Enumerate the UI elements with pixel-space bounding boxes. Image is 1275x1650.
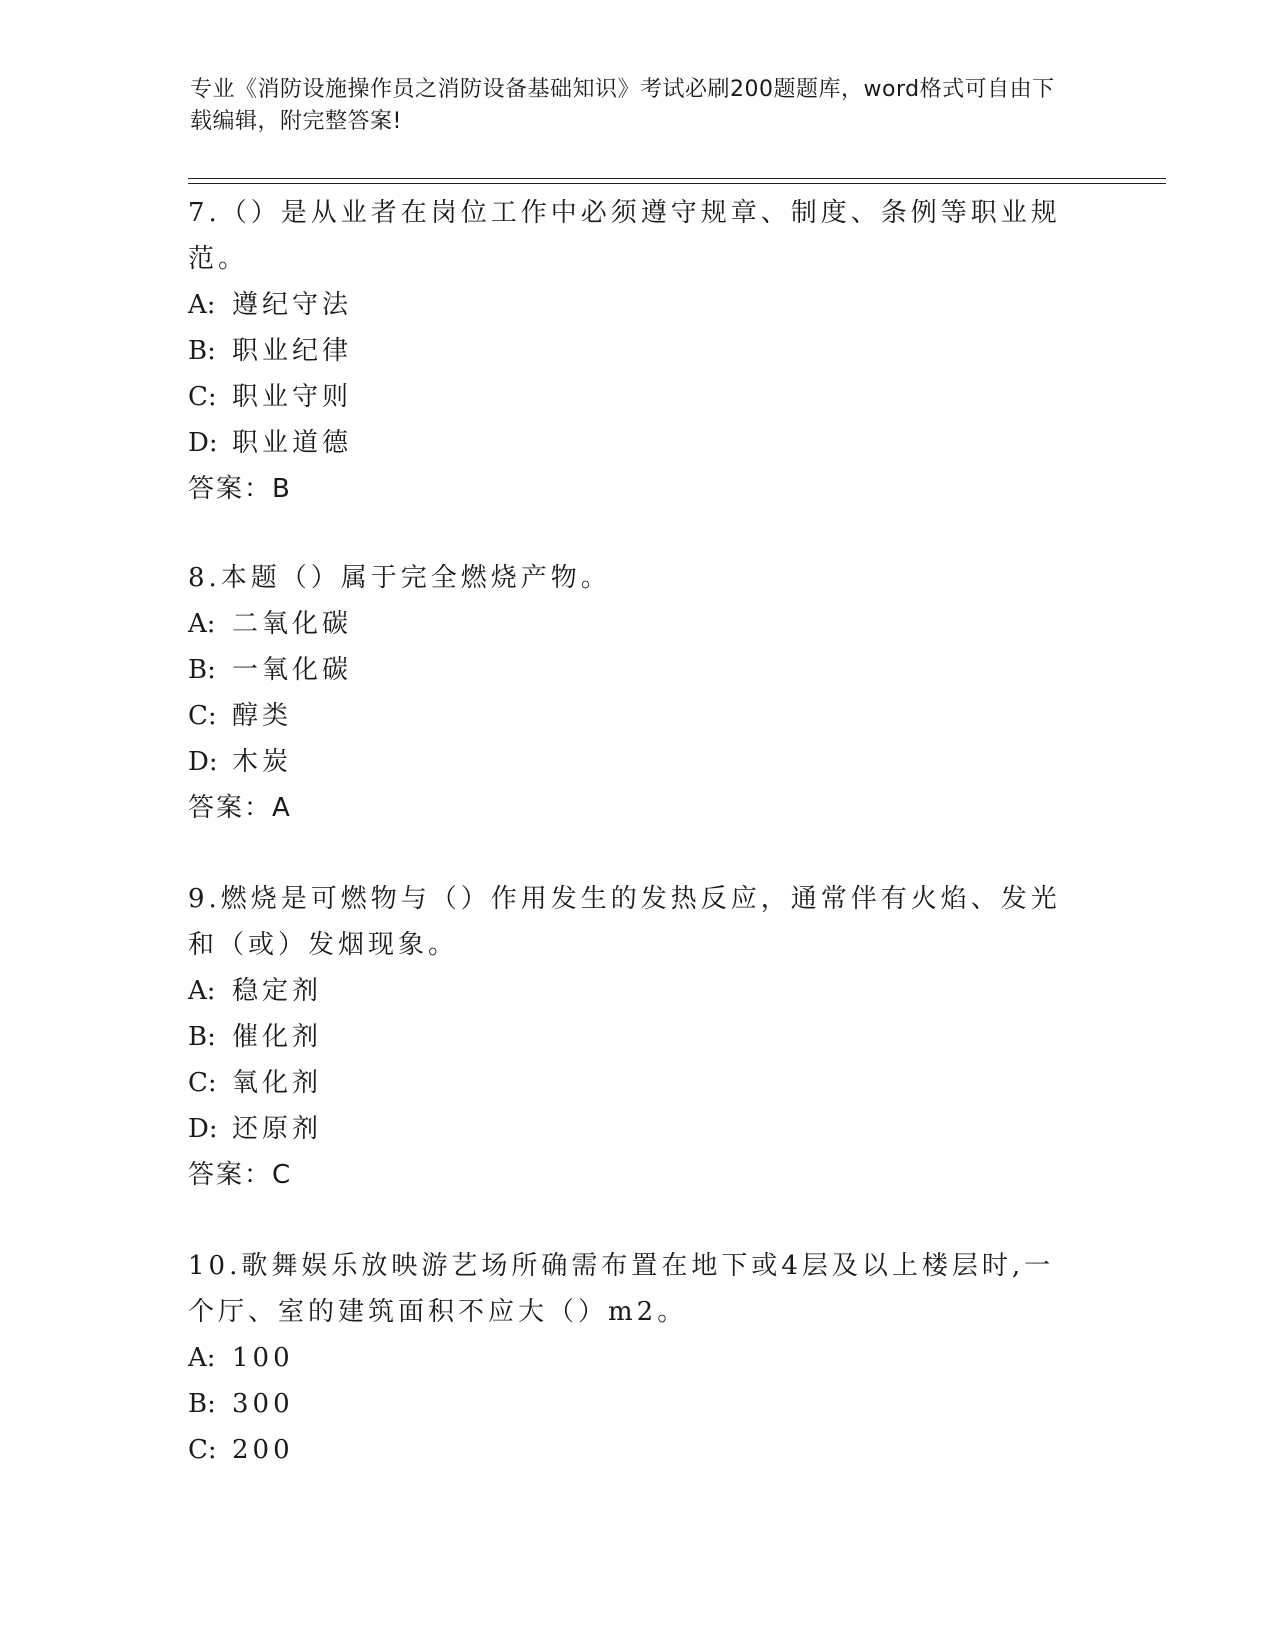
- option-d: [188, 739, 1068, 785]
- option-label: C:: [188, 701, 217, 731]
- option-d: [188, 1106, 1068, 1152]
- option-text: 一氧化碳: [232, 655, 353, 685]
- option-text: 还原剂: [232, 1114, 323, 1144]
- option-label: A:: [188, 1343, 216, 1373]
- option-label: D:: [188, 428, 218, 458]
- option-b: [188, 1381, 1068, 1427]
- option-text: 氧化剂: [232, 1068, 323, 1098]
- option-a: [188, 282, 1068, 328]
- option-label: D:: [188, 1114, 218, 1144]
- question-8: [188, 555, 1068, 831]
- header-divider-bottom: [188, 183, 1166, 184]
- option-label: A:: [188, 609, 216, 639]
- option-c: [188, 1427, 1068, 1473]
- option-label: B:: [188, 1389, 216, 1419]
- question-text: 8.本题（）属于完全燃烧产物。: [188, 563, 611, 593]
- question-7: [188, 190, 1068, 512]
- option-label: B:: [188, 336, 216, 366]
- option-label: C:: [188, 1068, 217, 1098]
- option-c: [188, 693, 1068, 739]
- option-text: 200: [232, 1435, 294, 1465]
- option-text: 职业守则: [232, 382, 353, 412]
- option-b: [188, 1014, 1068, 1060]
- option-d: [188, 420, 1068, 466]
- option-text: 木炭: [232, 747, 293, 777]
- option-label: B:: [188, 655, 216, 685]
- answer-line: 答案：A: [188, 793, 292, 823]
- option-c: [188, 1060, 1068, 1106]
- option-label: A:: [188, 976, 216, 1006]
- question-text: 10.歌舞娱乐放映游艺场所确需布置在地下或4层及以上楼层时,一个厅、室的建筑面积不应大（）m2。: [188, 1251, 1055, 1327]
- option-text: 300: [232, 1389, 294, 1419]
- option-a: [188, 968, 1068, 1014]
- option-label: C:: [188, 382, 217, 412]
- option-text: 醇类: [232, 701, 293, 731]
- option-text: 二氧化碳: [232, 609, 353, 639]
- option-text: 100: [232, 1343, 294, 1373]
- option-b: [188, 647, 1068, 693]
- question-text: 9.燃烧是可燃物与（）作用发生的发热反应，通常伴有火焰、发光和（或）发烟现象。: [188, 884, 1061, 960]
- option-text: 稳定剂: [232, 976, 323, 1006]
- document-intro: 专业《消防设施操作员之消防设备基础知识》考试必刷200题题库，word格式可自由下载编辑，附完整答案!: [190, 77, 1055, 134]
- option-text: 遵纪守法: [232, 290, 353, 320]
- question-text: 7.（）是从业者在岗位工作中必须遵守规章、制度、条例等职业规范。: [188, 198, 1061, 274]
- header-divider-top: [188, 178, 1166, 179]
- option-label: A:: [188, 290, 216, 320]
- answer-line: 答案：B: [188, 474, 292, 504]
- option-text: 职业纪律: [232, 336, 353, 366]
- option-label: D:: [188, 747, 218, 777]
- option-label: B:: [188, 1022, 216, 1052]
- option-b: [188, 328, 1068, 374]
- answer-line: 答案：C: [188, 1160, 293, 1190]
- option-text: 催化剂: [232, 1022, 323, 1052]
- option-c: [188, 374, 1068, 420]
- question-9: [188, 876, 1068, 1198]
- question-10: [188, 1243, 1068, 1473]
- option-a: [188, 601, 1068, 647]
- option-label: C:: [188, 1435, 217, 1465]
- option-text: 职业道德: [232, 428, 353, 458]
- option-a: [188, 1335, 1068, 1381]
